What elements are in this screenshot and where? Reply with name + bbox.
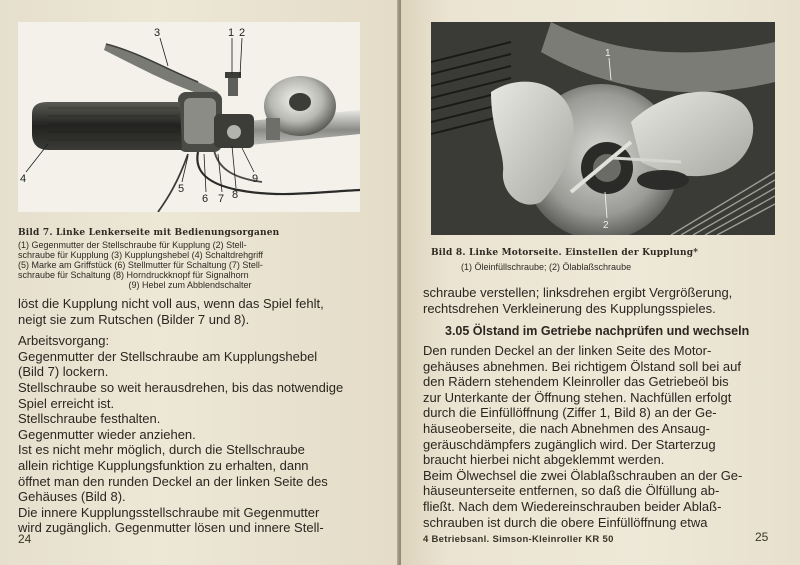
figure-8-engine-photo (431, 22, 775, 235)
page-number-right: 25 (755, 530, 769, 544)
text-line: neigt sie zum Rutschen (Bilder 7 und 8). (18, 311, 250, 327)
text-line: braucht hierbei nicht abgeklemmt werden. (423, 452, 665, 468)
text-line: Den runden Deckel an der linken Seite des Motor- (423, 343, 712, 358)
figure-label: 2 (603, 220, 609, 231)
text-line: den Rädern stehendem Kleinroller das Getriebeöl bis (423, 374, 729, 390)
text-line: durch die Einfüllöffnung (Ziffer 1, Bild 8) an der Ge- (423, 405, 717, 421)
handlebar-illustration (18, 22, 360, 212)
caption-line: (1) Gegenmutter der Stellschraube für Kupplung (2) Stell- (18, 240, 247, 250)
text-line: Die innere Kupplungsstellschraube mit Gegenmutter (18, 504, 320, 520)
text-line: Ist es nicht mehr möglich, durch die Stellschraube (18, 442, 305, 458)
text-line: rechtsdrehen Verkleinerung des Kupplungsspieles. (423, 300, 716, 316)
text-line: Stellschraube so weit herausdrehen, bis das notwendige (18, 379, 344, 395)
page-number-left: 24 (18, 532, 32, 546)
text-line: Stellschraube festhalten. (18, 411, 161, 427)
caption-line: (9) Hebel zum Abblendschalter (128, 280, 252, 290)
engine-illustration (431, 22, 775, 235)
figure-label: 1 (605, 48, 611, 59)
text-line: löst die Kupplung nicht voll aus, wenn das Spiel fehlt, (18, 296, 324, 311)
text-line: häuseoberseite, die nach Abnehmen des Ansaug- (423, 420, 710, 436)
figure-label: 2 (239, 27, 246, 39)
figure-8-caption-list (461, 262, 631, 272)
text-line: wird zugänglich. Gegenmutter lösen und innere Stell- (18, 520, 324, 536)
text-line: fließt. Nach dem Wiedereinschrauben beider Ablaß- (423, 498, 722, 514)
figure-7-handlebar-photo (18, 22, 360, 212)
right-body-text (423, 343, 783, 530)
figure-label: 5 (178, 183, 185, 195)
page-footer: 4 Betriebsanl. Simson-Kleinroller KR 50 (423, 534, 614, 545)
left-body-text (18, 296, 368, 536)
text-line: geräuschdämpfers zugänglich wird. Der Starterzug (423, 436, 716, 452)
text-line: öffnet man den runden Deckel an der linken Seite des (18, 473, 328, 489)
figure-label: 4 (20, 173, 27, 185)
text-line: allein richtige Kupplungsfunktion zu erhalten, dann (18, 457, 309, 473)
text-line: Beim Ölwechsel die zwei Ölablaßschrauben an der Ge- (423, 467, 743, 483)
text-line: gehäuses abnehmen. Bei richtigem Ölstand soll bei auf (423, 358, 741, 374)
figure-8-caption-title: Bild 8. Linke Motorseite. Einstellen der Kupplung* (431, 248, 699, 258)
figure-label: 3 (154, 27, 161, 39)
figure-7-caption-title: Bild 7. Linke Lenkerseite mit Bedienungsorganen (18, 228, 280, 238)
text-line: Arbeitsvorgang: (18, 333, 110, 349)
text-line: Spiel erreicht ist. (18, 395, 115, 411)
figure-label: 6 (202, 193, 209, 205)
caption-line: (1) Öleinfüllschraube; (2) Ölablaßschraube (461, 262, 632, 272)
figure-label: 8 (232, 189, 239, 201)
text-line: (Bild 7) lockern. (18, 364, 109, 380)
right-page (401, 0, 800, 565)
figure-label: 7 (218, 193, 225, 205)
text-line: Gegenmutter der Stellschraube am Kupplungshebel (18, 348, 318, 364)
text-line: schrauben ist durch die obere Einfüllöffnung etwa (423, 514, 708, 530)
caption-line: (5) Marke am Griffstück (6) Stellmutter für Schaltung (7) Stell- (18, 260, 263, 270)
left-page (0, 0, 399, 565)
text-line: Gehäuses (Bild 8). (18, 489, 126, 505)
text-line: Gegenmutter wieder anziehen. (18, 426, 196, 442)
text-line: zur Unterkante der Öffnung stehen. Nachfüllen erfolgt (423, 389, 732, 405)
caption-line: schraube für Kupplung (3) Kupplungshebel (4) Schaltdrehgriff (18, 250, 263, 260)
section-heading: 3.05 Ölstand im Getriebe nachprüfen und wechseln (445, 324, 750, 338)
right-body-text-top (423, 285, 783, 316)
figure-7-caption-list (18, 240, 362, 290)
caption-line: schraube für Schaltung (8) Horndruckknopf für Signalhorn (18, 270, 249, 280)
figure-label: 1 (228, 27, 235, 39)
text-line: häuseunterseite entfernen, so daß die Ölfüllung ab- (423, 483, 720, 499)
figure-label: 9 (252, 173, 259, 185)
text-line: schraube verstellen; linksdrehen ergibt Vergrößerung, (423, 285, 733, 300)
